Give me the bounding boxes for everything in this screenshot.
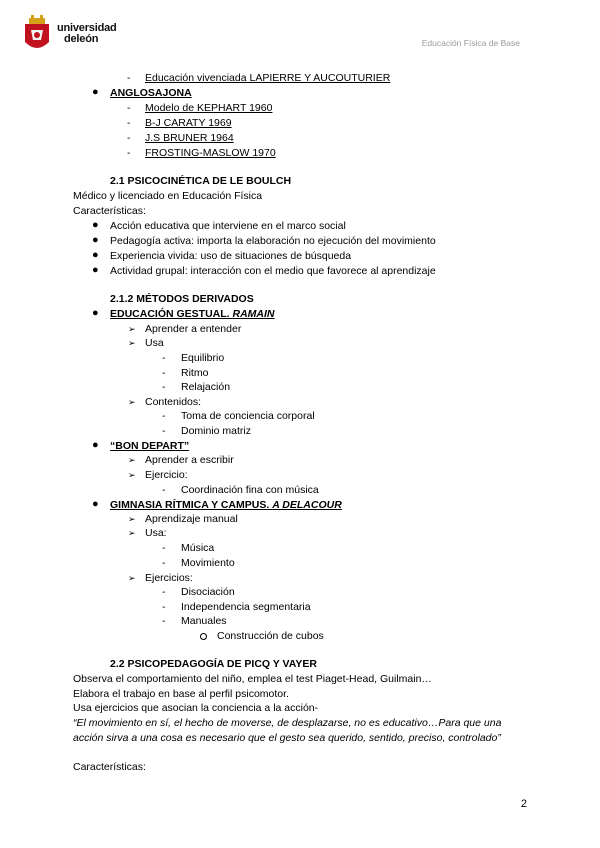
method-name: EDUCACIÓN GESTUAL. bbox=[110, 308, 233, 320]
paragraph: Elabora el trabajo en base al perfil psicomotor. bbox=[73, 688, 289, 700]
course-title: Educación Física de Base bbox=[421, 38, 520, 48]
section-heading: 2.1.2 MÉTODOS DERIVADOS bbox=[110, 293, 254, 305]
dash-marker: - bbox=[127, 132, 131, 144]
section-heading: 2.2 PSICOPEDAGOGÍA DE PICQ Y VAYER bbox=[110, 658, 317, 670]
list-item: Aprender a entender bbox=[145, 323, 242, 335]
bullet-icon: ● bbox=[92, 219, 99, 231]
list-item: Contenidos: bbox=[145, 396, 202, 408]
list-item: J.S BRUNER 1964 bbox=[145, 132, 234, 144]
list-item: Equilibrio bbox=[181, 352, 225, 364]
dash-marker: - bbox=[162, 557, 166, 569]
list-item: Coordinación fina con música bbox=[181, 484, 319, 496]
list-item: Construcción de cubos bbox=[217, 630, 324, 642]
list-item: Disociación bbox=[181, 586, 235, 598]
dash-marker: - bbox=[162, 615, 166, 627]
list-item: Experiencia vivida: uso de situaciones de búsqueda bbox=[110, 250, 352, 262]
bullet-icon: ● bbox=[92, 439, 99, 451]
list-item bbox=[110, 499, 342, 512]
arrow-bullet-icon: ➢ bbox=[128, 528, 136, 538]
logo-line2: deleón bbox=[64, 33, 99, 45]
list-item: B-J CARATY 1969 bbox=[145, 117, 232, 129]
list-item: Pedagogía activa: importa la elaboración no ejecución del movimiento bbox=[110, 235, 436, 247]
quote-line: “El movimiento en sí, el hecho de moverse, de desplazarse, no es educativo…Para que una bbox=[73, 717, 502, 729]
list-item: Música bbox=[181, 542, 215, 554]
circle-bullet-icon bbox=[200, 633, 207, 640]
list-item: Toma de conciencia corporal bbox=[181, 410, 315, 422]
arrow-bullet-icon: ➢ bbox=[128, 514, 136, 524]
dash-marker: - bbox=[162, 352, 166, 364]
dash-marker: - bbox=[162, 601, 166, 613]
list-item: Actividad grupal: interacción con el medio que favorece al aprendizaje bbox=[110, 265, 436, 277]
list-item: Usa bbox=[145, 337, 164, 349]
paragraph: Usa ejercicios que asocian la conciencia a la acción- bbox=[73, 702, 319, 714]
page-header bbox=[0, 0, 600, 70]
list-item: Independencia segmentaria bbox=[181, 601, 311, 613]
paragraph: Médico y licenciado en Educación Física bbox=[73, 190, 263, 202]
arrow-bullet-icon: ➢ bbox=[128, 338, 136, 348]
method-author: RAMAIN bbox=[232, 308, 275, 320]
dash-marker: - bbox=[162, 367, 166, 379]
arrow-bullet-icon: ➢ bbox=[128, 324, 136, 334]
university-logo bbox=[22, 14, 117, 54]
logo-line1: universidad bbox=[57, 22, 117, 34]
dash-marker: - bbox=[127, 72, 131, 84]
dash-marker: - bbox=[162, 410, 166, 422]
dash-marker: - bbox=[162, 484, 166, 496]
method-author: A DELACOUR bbox=[272, 499, 342, 511]
dash-marker: - bbox=[162, 542, 166, 554]
bullet-icon: ● bbox=[92, 249, 99, 261]
paragraph: Características: bbox=[73, 761, 146, 773]
arrow-bullet-icon: ➢ bbox=[128, 397, 136, 407]
section-heading: 2.1 PSICOCINÉTICA DE LE BOULCH bbox=[110, 175, 292, 187]
list-item: Movimiento bbox=[181, 557, 235, 569]
arrow-bullet-icon: ➢ bbox=[128, 455, 136, 465]
dash-marker: - bbox=[162, 586, 166, 598]
bullet-icon: ● bbox=[92, 307, 99, 319]
list-item: Relajación bbox=[181, 381, 231, 393]
dash-marker: - bbox=[127, 117, 131, 129]
dash-marker: - bbox=[127, 102, 131, 114]
quote-line: acción sirva a una cosa es necesario que el gesto sea querido, sentido, preciso, controlado” bbox=[73, 732, 501, 744]
list-item bbox=[110, 308, 275, 321]
dash-marker: - bbox=[127, 147, 131, 159]
list-item: Ritmo bbox=[181, 367, 209, 379]
method-name: GIMNASIA RÍTMICA Y CAMPUS. bbox=[110, 499, 273, 511]
list-item: Acción educativa que interviene en el marco social bbox=[110, 220, 346, 232]
page-number: 2 bbox=[520, 798, 527, 810]
list-item: “BON DEPART” bbox=[110, 440, 190, 452]
dash-marker: - bbox=[162, 381, 166, 393]
list-item: FROSTING-MASLOW 1970 bbox=[145, 147, 276, 159]
list-item: Educación vivenciada LAPIERRE Y AUCOUTURIER bbox=[145, 72, 391, 84]
university-crest-icon bbox=[22, 14, 52, 54]
paragraph: Características: bbox=[73, 205, 146, 217]
list-item: Manuales bbox=[181, 615, 227, 627]
arrow-bullet-icon: ➢ bbox=[128, 573, 136, 583]
bullet-icon: ● bbox=[92, 86, 99, 98]
dash-marker: - bbox=[162, 425, 166, 437]
arrow-bullet-icon: ➢ bbox=[128, 470, 136, 480]
list-item: Aprendizaje manual bbox=[145, 513, 238, 525]
list-item: Dominio matriz bbox=[181, 425, 252, 437]
bullet-icon: ● bbox=[92, 234, 99, 246]
list-item: Ejercicio: bbox=[145, 469, 188, 481]
list-item: Usa: bbox=[145, 527, 167, 539]
list-item: Aprender a escribir bbox=[145, 454, 234, 466]
list-item: Modelo de KEPHART 1960 bbox=[145, 102, 273, 114]
paragraph: Observa el comportamiento del niño, emplea el test Piaget-Head, Guilmain… bbox=[73, 673, 432, 685]
bullet-icon: ● bbox=[92, 498, 99, 510]
list-item: Ejercicios: bbox=[145, 572, 193, 584]
bullet-icon: ● bbox=[92, 264, 99, 276]
list-item: ANGLOSAJONA bbox=[110, 87, 192, 99]
